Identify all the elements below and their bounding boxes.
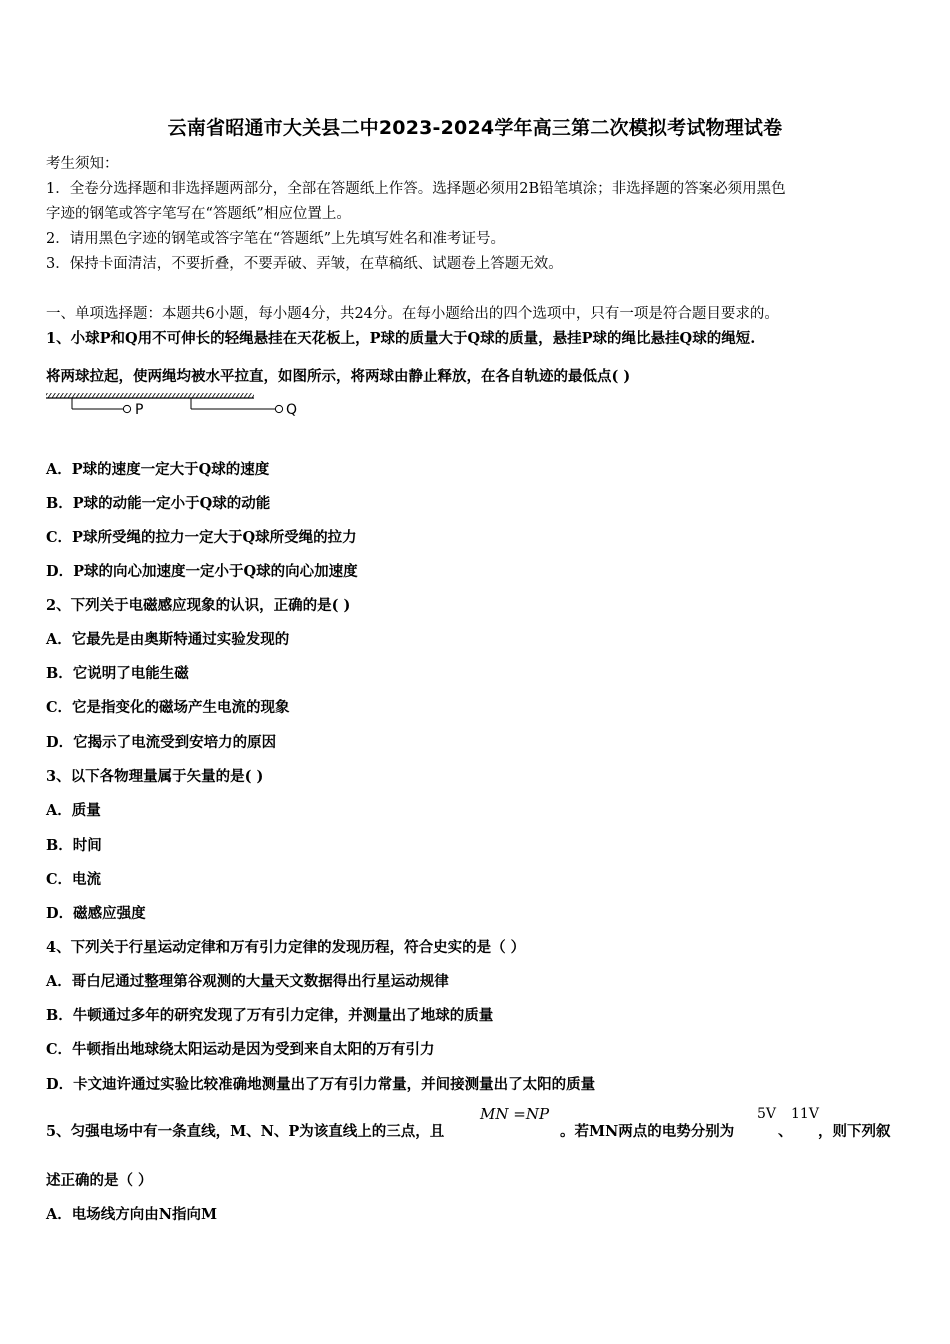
ball-q — [275, 405, 282, 412]
section-heading: 一、单项选择题：本题共6小题，每小题4分，共24分。在每小题给出的四个选项中，只有一项是符合题目要求的。 — [46, 306, 779, 322]
potential-m: 5V — [757, 1106, 777, 1122]
question-stem: 将两球拉起，使两绳均被水平拉直，如图所示，将两球由静止释放，在各自轨迹的最低点( ) — [46, 368, 631, 385]
question-stem: 5、匀强电场中有一条直线，M、N、P为该直线上的三点，且 — [46, 1123, 445, 1140]
option: B．P球的动能一定小于Q球的动能 — [46, 495, 271, 512]
option: D．P球的向心加速度一定小于Q球的向心加速度 — [46, 563, 358, 580]
ball-p-label: P — [135, 402, 144, 418]
separator: 、 — [778, 1123, 793, 1140]
option: C．电流 — [46, 871, 102, 888]
option: A．电场线方向由N指向M — [46, 1206, 218, 1223]
question-stem-cont: ，则下列叙 — [818, 1123, 891, 1140]
notice-item: 1．全卷分选择题和非选择题两部分，全部在答题纸上作答。选择题必须用2B铅笔填涂；非选择题的答案必须用黑色 — [46, 181, 786, 197]
option: B．时间 — [46, 837, 102, 854]
option: A．P球的速度一定大于Q球的速度 — [46, 461, 270, 478]
option: B．它说明了电能生磁 — [46, 665, 189, 682]
question-stem-cont: 。若MN两点的电势分别为 — [560, 1123, 735, 1140]
ceiling-hatch — [46, 393, 254, 398]
option: C．它是指变化的磁场产生电流的现象 — [46, 699, 290, 716]
ball-q-label: Q — [286, 402, 298, 418]
ball-p — [123, 405, 130, 412]
question-stem: 2、下列关于电磁感应现象的认识，正确的是( ) — [46, 597, 351, 614]
option: D．卡文迪许通过实验比较准确地测量出了万有引力常量，并间接测量出了太阳的质量 — [46, 1076, 596, 1093]
option: B．牛顿通过多年的研究发现了万有引力定律，并测量出了地球的质量 — [46, 1007, 494, 1024]
question-stem: 3、以下各物理量属于矢量的是( ) — [46, 768, 264, 785]
notice-item: 字迹的钢笔或答字笔写在“答题纸”相应位置上。 — [46, 206, 351, 222]
option: D．它揭示了电流受到安培力的原因 — [46, 734, 277, 751]
option: A．它最先是由奥斯特通过实验发现的 — [46, 631, 290, 648]
notice-item: 2．请用黑色字迹的钢笔或答字笔在“答题纸”上先填写姓名和准考证号。 — [46, 231, 506, 247]
option: A．哥白尼通过整理第谷观测的大量天文数据得出行星运动规律 — [46, 973, 449, 990]
notice-heading: 考生须知： — [46, 156, 119, 172]
equation-mn-np: MN =NP — [480, 1105, 550, 1123]
question-stem: 述正确的是（ ） — [46, 1172, 153, 1189]
question-stem: 4、下列关于行星运动定律和万有引力定律的发现历程，符合史实的是（ ） — [46, 939, 526, 956]
option: A．质量 — [46, 802, 101, 819]
pendulum-diagram — [44, 392, 314, 420]
notice-item: 3．保持卡面清洁，不要折叠，不要弄破、弄皱，在草稿纸、试题卷上答题无效。 — [46, 256, 563, 272]
page-title: 云南省昭通市大关县二中2023-2024学年高三第二次模拟考试物理试卷 — [167, 117, 783, 139]
option: C．牛顿指出地球绕太阳运动是因为受到来自太阳的万有引力 — [46, 1041, 435, 1058]
option: C．P球所受绳的拉力一定大于Q球所受绳的拉力 — [46, 529, 357, 546]
potential-n: 11V — [791, 1106, 819, 1122]
question-stem: 1、小球P和Q用不可伸长的轻绳悬挂在天花板上，P球的质量大于Q球的质量，悬挂P球的绳比悬挂Q球的绳短. — [46, 330, 756, 347]
option: D．磁感应强度 — [46, 905, 146, 922]
